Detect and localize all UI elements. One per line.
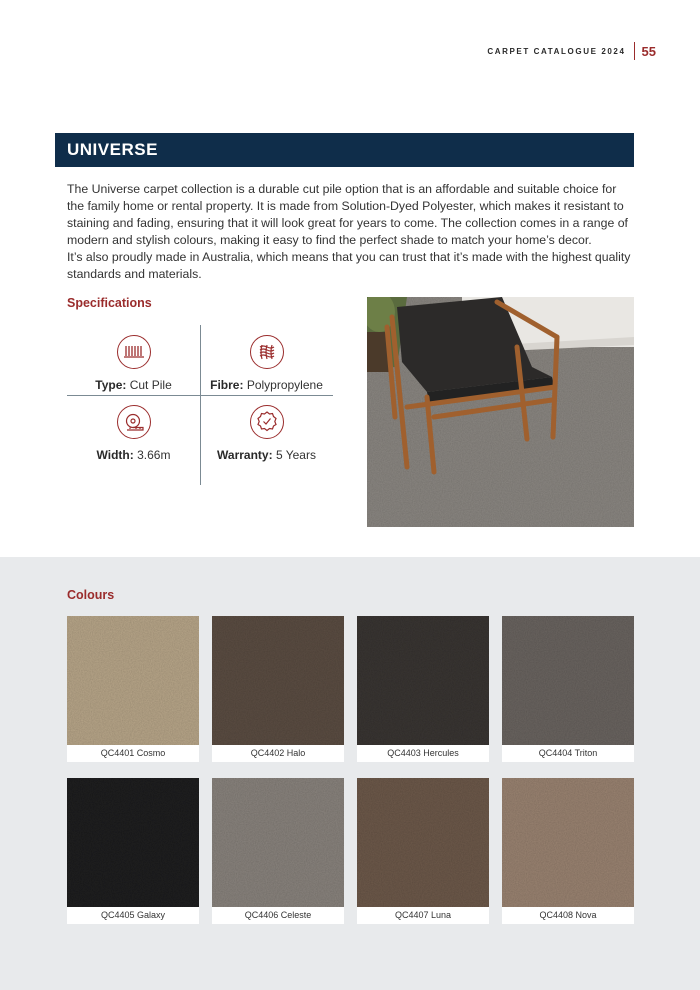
intro-paragraph-2: It’s also proudly made in Australia, which means that you can trust that it’s made with the highest quality standards and materials. bbox=[67, 250, 631, 281]
colour-swatch bbox=[212, 778, 344, 924]
swatch-label: QC4408 Nova bbox=[502, 907, 634, 924]
colour-swatch bbox=[502, 778, 634, 924]
swatch-image bbox=[67, 778, 199, 907]
spec-type-label: Type: bbox=[95, 378, 127, 392]
swatch-image bbox=[212, 778, 344, 907]
intro-paragraph-1: The Universe carpet collection is a durable cut pile option that is an affordable and suitable choice for the family home or rental property. It is made from Solution-Dyed Polyester, which makes it resistant to staining and fading, ensuring that it will look great for years to come. The collection comes in a range of modern and stylish colours, making it easy to find the perfect shade to match your home’s decor. bbox=[67, 182, 628, 247]
spec-warranty-label: Warranty: bbox=[217, 448, 273, 462]
colour-swatch bbox=[212, 616, 344, 762]
spec-fibre-value: Polypropylene bbox=[246, 378, 323, 392]
swatch-image bbox=[502, 778, 634, 907]
colour-swatch bbox=[502, 616, 634, 762]
tape-measure-icon bbox=[117, 405, 151, 439]
swatch-label: QC4405 Galaxy bbox=[67, 907, 199, 924]
fibre-icon bbox=[250, 335, 284, 369]
colours-section bbox=[0, 557, 700, 990]
spec-type-value: Cut Pile bbox=[129, 378, 172, 392]
swatch-label: QC4403 Hercules bbox=[357, 745, 489, 762]
swatch-image bbox=[357, 616, 489, 745]
swatch-label: QC4407 Luna bbox=[357, 907, 489, 924]
spec-width bbox=[67, 405, 200, 462]
swatch-label: QC4402 Halo bbox=[212, 745, 344, 762]
spec-width-value: 3.66m bbox=[137, 448, 171, 462]
spec-fibre-label: Fibre: bbox=[210, 378, 244, 392]
spec-divider-horizontal bbox=[67, 395, 333, 396]
specifications-heading: Specifications bbox=[67, 296, 152, 310]
spec-warranty bbox=[200, 405, 333, 462]
catalogue-label: CARPET CATALOGUE 2024 bbox=[487, 46, 626, 56]
warranty-badge-icon bbox=[250, 405, 284, 439]
spec-type bbox=[67, 335, 200, 392]
spec-fibre bbox=[200, 335, 333, 392]
specifications-grid bbox=[67, 325, 333, 485]
swatch-image bbox=[357, 778, 489, 907]
cut-pile-icon bbox=[117, 335, 151, 369]
colour-swatch bbox=[357, 778, 489, 924]
intro-text bbox=[67, 181, 633, 283]
swatch-image bbox=[502, 616, 634, 745]
swatch-label: QC4401 Cosmo bbox=[67, 745, 199, 762]
colour-swatch bbox=[67, 616, 199, 762]
colour-swatch bbox=[67, 778, 199, 924]
swatch-image bbox=[67, 616, 199, 745]
swatch-label: QC4406 Celeste bbox=[212, 907, 344, 924]
room-photo bbox=[367, 297, 634, 527]
colours-heading: Colours bbox=[67, 588, 115, 602]
title-bar bbox=[55, 133, 634, 167]
swatch-label: QC4404 Triton bbox=[502, 745, 634, 762]
spec-warranty-value: 5 Years bbox=[275, 448, 316, 462]
spec-width-label: Width: bbox=[96, 448, 134, 462]
colour-swatch bbox=[357, 616, 489, 762]
page-header bbox=[487, 42, 656, 60]
page-title: UNIVERSE bbox=[67, 140, 158, 159]
swatch-image bbox=[212, 616, 344, 745]
header-divider bbox=[634, 42, 635, 60]
page-number: 55 bbox=[641, 43, 656, 59]
